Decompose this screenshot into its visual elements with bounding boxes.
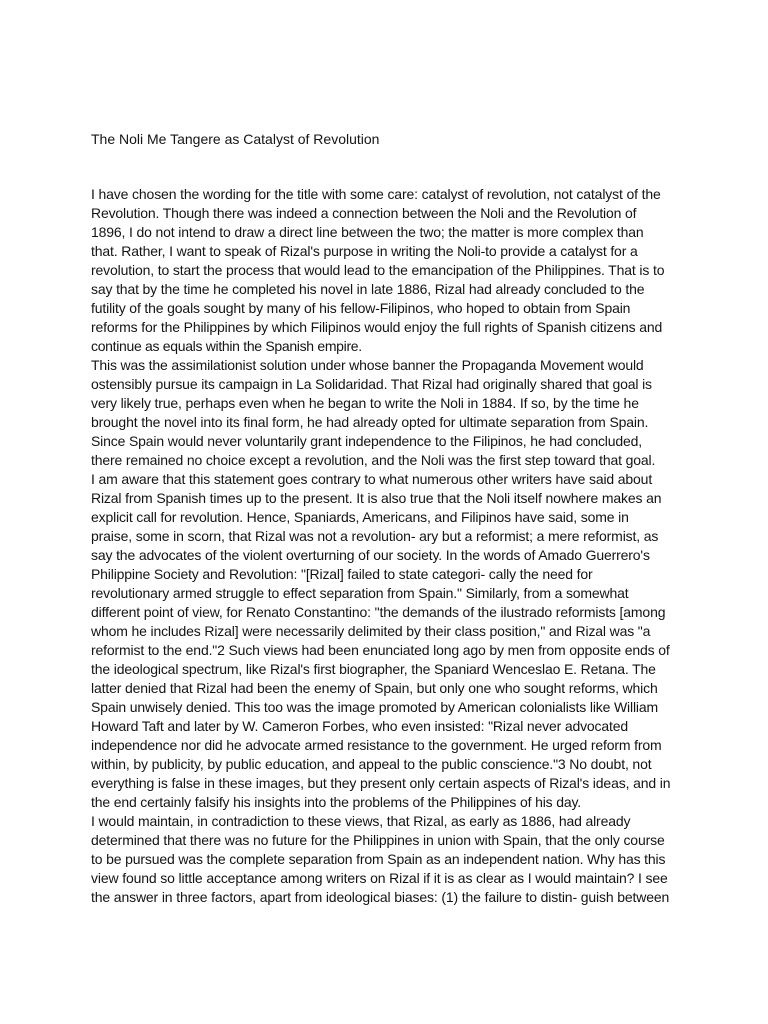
body-text-line: latter denied that Rizal had been the enemy of Spain, but only one who sought reforms, which: [91, 679, 658, 696]
body-text-line: within, by publicity, by public education, and appeal to the public conscience."3 No doubt, not: [91, 755, 652, 772]
body-text-line: to be pursued was the complete separation from Spain as an independent nation. Why has this: [91, 850, 666, 867]
body-text-line: reformist to the end."2 Such views had been enunciated long ago by men from opposite ends of: [91, 641, 670, 658]
body-text-line: Revolution. Though there was indeed a connection between the Noli and the Revolution of: [91, 204, 637, 221]
body-text-line: say the advocates of the violent overturning of our society. In the words of Amado Guerrero's: [91, 546, 650, 563]
body-text-line: This was the assimilationist solution under whose banner the Propaganda Movement would: [91, 356, 644, 373]
body-text-line: Since Spain would never voluntarily grant independence to the Filipinos, he had concluded,: [91, 432, 642, 449]
body-text-line: brought the novel into its final form, he had already opted for ultimate separation from Spain.: [91, 413, 649, 430]
body-text-line: I am aware that this statement goes contrary to what numerous other writers have said about: [91, 470, 653, 487]
body-text-line: determined that there was no future for the Philippines in union with Spain, that the only course: [91, 831, 665, 848]
body-text-line: I have chosen the wording for the title with some care: catalyst of revolution, not catalyst of the: [91, 185, 661, 202]
body-text-line: I would maintain, in contradiction to these views, that Rizal, as early as 1886, had already: [91, 812, 631, 829]
body-text-line: Spain unwisely denied. This too was the image promoted by American colonialists like William: [91, 698, 659, 715]
body-text-line: Rizal from Spanish times up to the present. It is also true that the Noli itself nowhere makes an: [91, 489, 662, 506]
body-text-line: revolution, to start the process that would lead to the emancipation of the Philippines. That is to: [91, 261, 665, 278]
body-text-line: that. Rather, I want to speak of Rizal's purpose in writing the Noli-to provide a catalyst for a: [91, 242, 638, 259]
body-text-line: 1896, I do not intend to draw a direct line between the two; the matter is more complex than: [91, 223, 644, 240]
body-text-line: view found so little acceptance among writers on Rizal if it is as clear as I would maintain? I see: [91, 869, 668, 886]
body-text-line: the end certainly falsify his insights into the problems of the Philippines of his day.: [91, 793, 582, 810]
body-text-line: there remained no choice except a revolution, and the Noli was the first step toward that goal.: [91, 451, 656, 468]
body-text-line: say that by the time he completed his novel in late 1886, Rizal had already concluded to the: [91, 280, 645, 297]
body-text-line: praise, some in scorn, that Rizal was not a revolution- ary but a reformist; a mere reformist, as: [91, 527, 659, 544]
body-text-line: ostensibly pursue its campaign in La Solidaridad. That Rizal had originally shared that goal is: [91, 375, 652, 392]
body-text-line: whom he includes Rizal] were necessarily delimited by their class position," and Rizal was "a: [91, 622, 651, 639]
body-text-line: revolutionary armed struggle to effect separation from Spain." Similarly, from a somewhat: [91, 584, 629, 601]
body-text-line: the ideological spectrum, like Rizal's first biographer, the Spaniard Wenceslao E. Retana. The: [91, 660, 656, 677]
body-text-line: explicit call for revolution. Hence, Spaniards, Americans, and Filipinos have said, some in: [91, 508, 629, 525]
body-text-line: Howard Taft and later by W. Cameron Forbes, who even insisted: "Rizal never advocated: [91, 717, 628, 734]
body-text-line: futility of the goals sought by many of his fellow-Filipinos, who hoped to obtain from Spain: [91, 299, 631, 316]
document-body: [91, 185, 691, 907]
document-title: The Noli Me Tangere as Catalyst of Revolution: [91, 131, 380, 147]
body-text-line: Philippine Society and Revolution: "[Rizal] failed to state categori- cally the need for: [91, 565, 593, 582]
body-text-line: different point of view, for Renato Constantino: "the demands of the ilustrado reformists [among: [91, 603, 666, 620]
body-text-line: very likely true, perhaps even when he began to write the Noli in 1884. If so, by the time he: [91, 394, 639, 411]
body-text-line: reforms for the Philippines by which Filipinos would enjoy the full rights of Spanish citizens and: [91, 318, 663, 335]
body-text-line: continue as equals within the Spanish empire.: [91, 337, 362, 354]
body-text-line: everything is false in these images, but they present only certain aspects of Rizal's ideas, and in: [91, 774, 671, 791]
body-text-line: the answer in three factors, apart from ideological biases: (1) the failure to distin- guish between: [91, 888, 670, 905]
body-text-line: independence nor did he advocate armed resistance to the government. He urged reform from: [91, 736, 662, 753]
